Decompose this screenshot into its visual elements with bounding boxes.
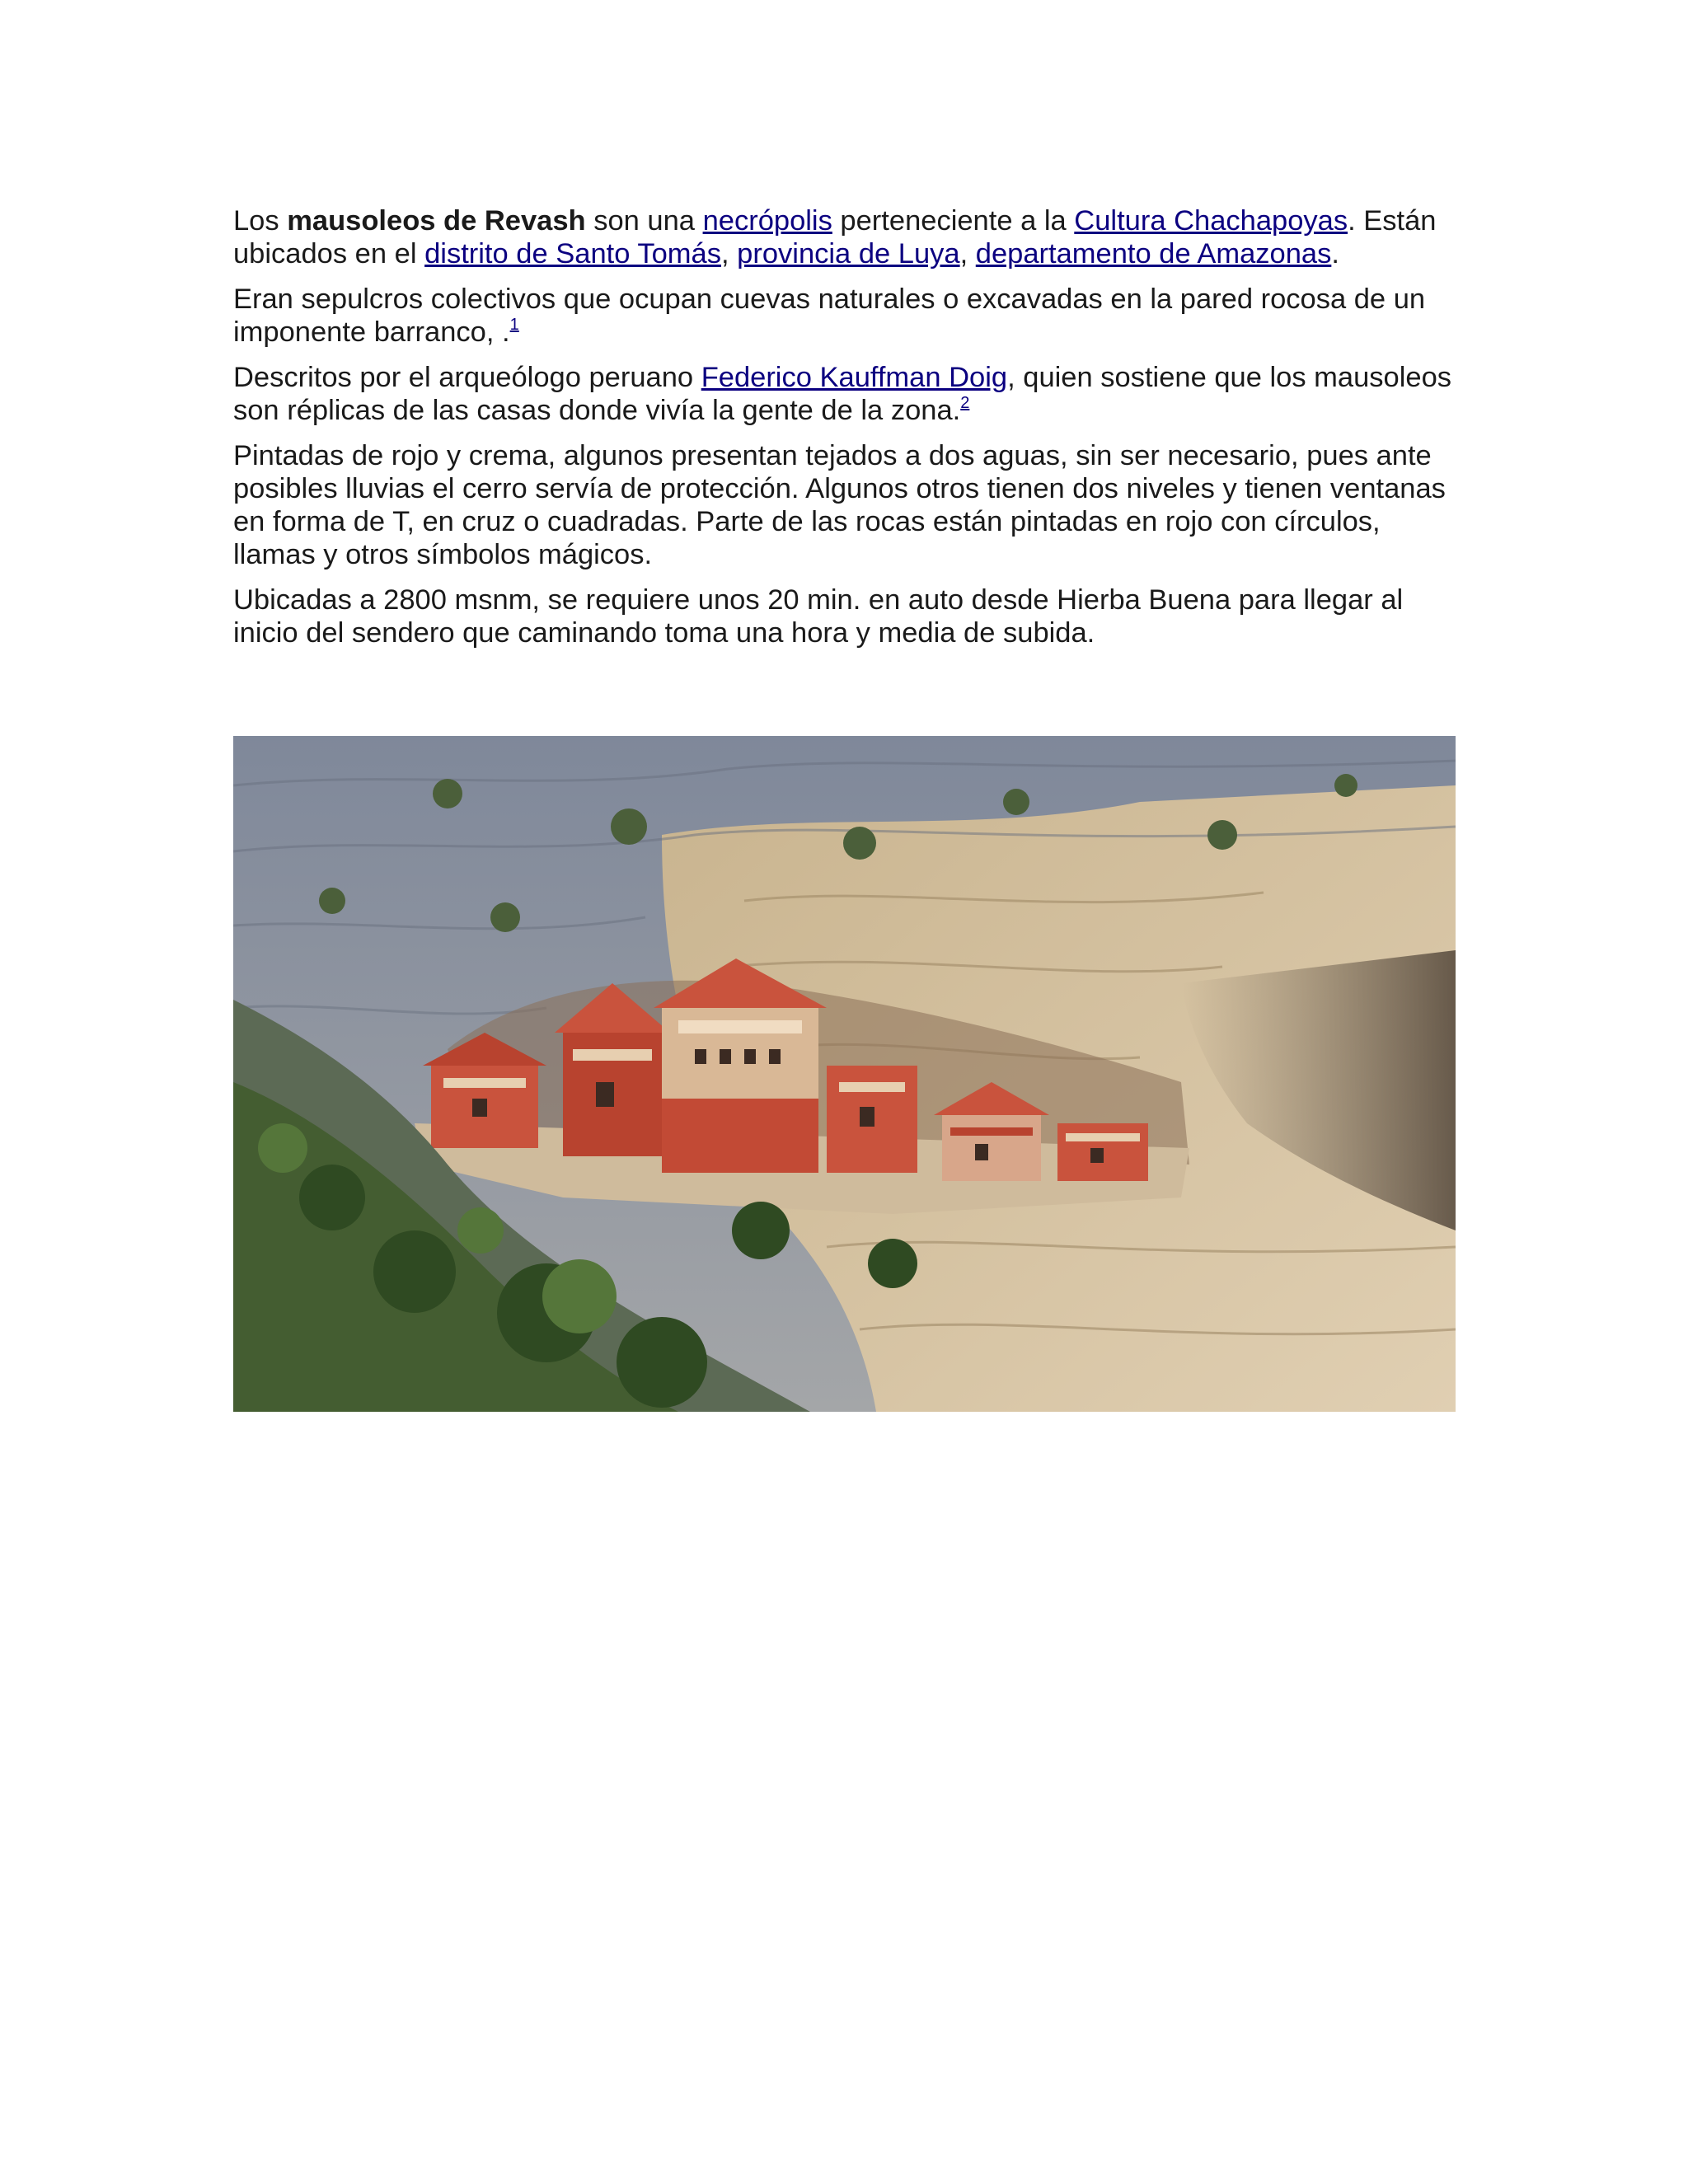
article-subject: mausoleos de Revash [287, 205, 586, 237]
article-body [233, 204, 1470, 662]
reference-1 [510, 316, 519, 334]
paragraph-pintadas: Pintadas de rojo y crema, algunos presentan tejados a dos aguas, sin ser necesario, pues ante posibles lluvias el cerro servía de protección. Algunos otros tienen dos niveles y tienen ventanas en forma de T, en cruz o cuadradas. Parte de las rocas están pintadas en rojo con círculos, llamas y otros símbolos mágicos. [233, 440, 1446, 570]
link-distrito-santo-tomas[interactable]: distrito de Santo Tomás [424, 238, 721, 269]
text-run: , [721, 238, 738, 269]
paragraph-sepulcros [233, 283, 1470, 349]
text-run: , quien sostiene que los mausoleos son réplicas de las casas donde vivía la gente de la zona. [233, 362, 1452, 426]
paragraph-intro [233, 204, 1470, 270]
text-run: Los [233, 205, 288, 237]
text-run: Descritos por el arqueólogo peruano [233, 362, 701, 393]
text-run: Eran sepulcros colectivos que ocupan cuevas naturales o excavadas en la pared rocosa de un imponente barranco, . [233, 284, 1426, 348]
link-federico-kauffman-doig[interactable]: Federico Kauffman Doig [701, 362, 1008, 393]
paragraph-ubicadas: Ubicadas a 2800 msnm, se requiere unos 20 min. en auto desde Hierba Buena para llegar al inicio del sendero que caminando toma una hora y media de subida. [233, 584, 1404, 649]
text-run: . [1331, 238, 1339, 269]
link-provincia-luya[interactable]: provincia de Luya [737, 238, 960, 269]
cliff-mausoleum-photo [233, 736, 1456, 1412]
text-run: , [959, 238, 976, 269]
link-departamento-amazonas[interactable]: departamento de Amazonas [975, 238, 1332, 269]
link-necropolis[interactable]: necrópolis [702, 205, 832, 237]
text-run: . Están ubicados en el [233, 205, 1437, 269]
reference-2 [960, 394, 969, 412]
reference-link-2[interactable]: 2 [960, 394, 970, 412]
reference-link-1[interactable]: 1 [509, 316, 519, 334]
text-run: perteneciente a la [832, 205, 1075, 237]
paragraph-descritos [233, 361, 1470, 427]
cliff-mausoleum-photo-icon [233, 736, 1456, 1412]
text-run: son una [585, 205, 703, 237]
link-cultura-chachapoyas[interactable]: Cultura Chachapoyas [1074, 205, 1348, 237]
